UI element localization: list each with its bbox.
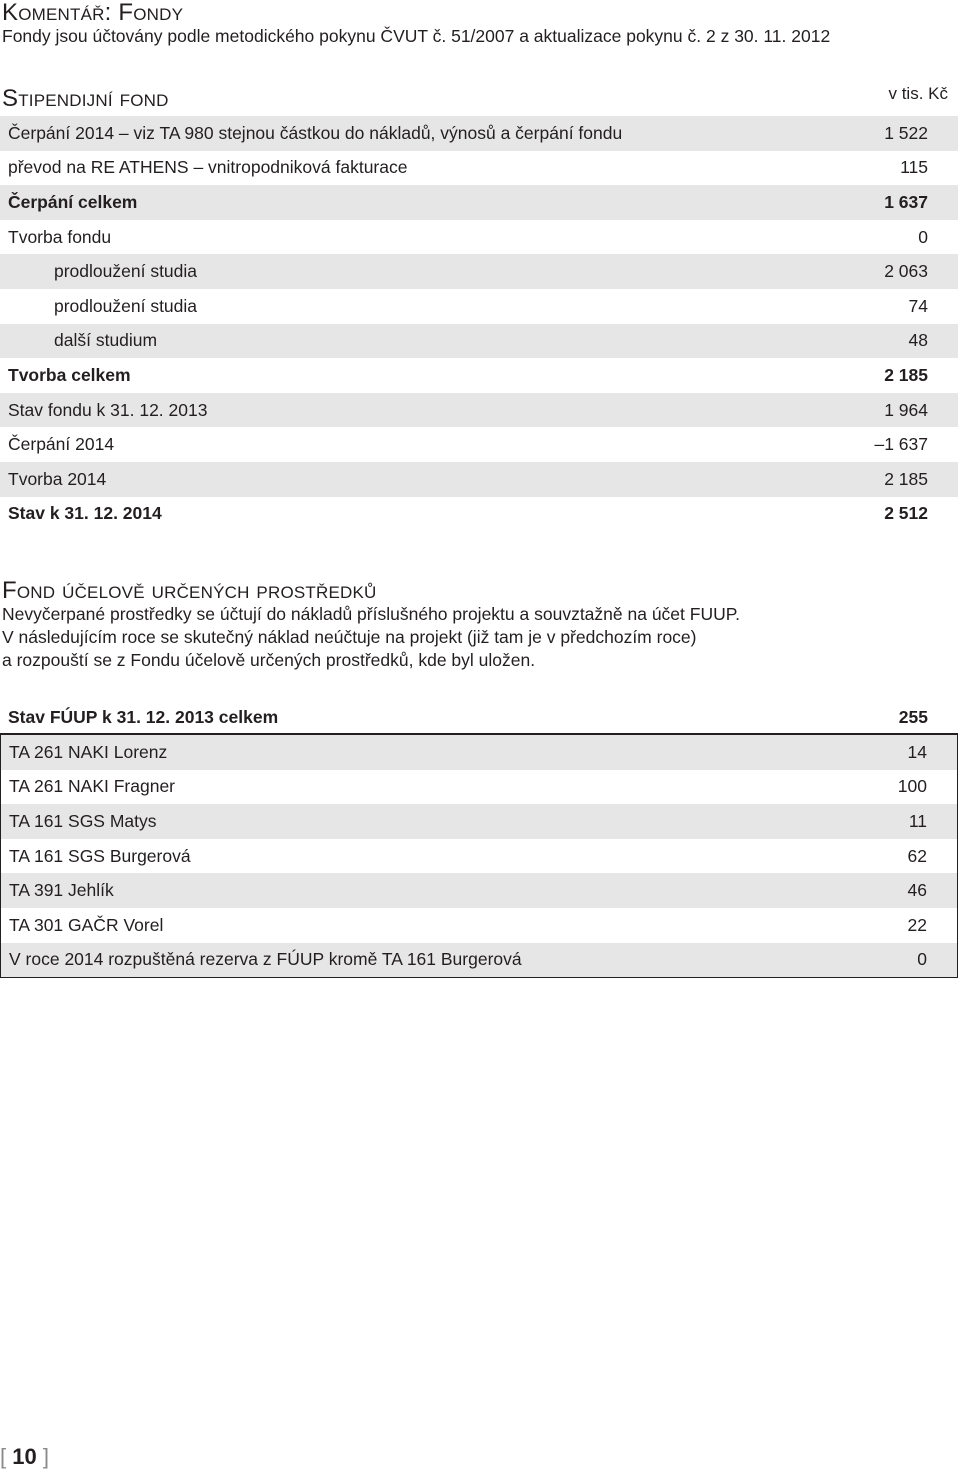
row-value: 1 964 [884,399,928,420]
row-value: 100 [897,776,927,797]
table-row [1,908,957,943]
intro-text: Fondy jsou účtovány podle metodického pokynu ČVUT č. 51/2007 a aktualizace pokynu č. 2 z 30. 11. 2012 [2,26,831,46]
row-label: V roce 2014 rozpuštěná rezerva z FÚUP kromě TA 161 Burgerová [9,949,522,970]
table-row [1,839,957,874]
table-row [0,497,958,532]
row-value: 0 [918,226,928,247]
fuup-total-row [0,701,958,733]
row-value: 11 [908,810,927,831]
row-value: 1 637 [884,191,928,212]
table-row [0,289,958,324]
table-row [1,735,957,770]
row-value: 255 [898,706,928,727]
table-row [0,462,958,497]
fuup-text-line: Nevyčerpané prostředky se účtují do nákladů příslušného projektu a souvztažně na účet FUUP. [2,604,741,624]
fuup-text-line: V následujícím roce se skutečný náklad neúčtuje na projekt (již tam je v předchozím roce) [2,627,697,647]
stipendijni-title: Stipendijní fond [2,85,169,112]
fuup-table [0,733,958,978]
table-row [0,185,958,220]
row-label: převod na RE ATHENS – vnitropodniková fakturace [8,157,408,178]
row-label: Čerpání 2014 – viz TA 980 stejnou částkou do nákladů, výnosů a čerpání fondu [8,122,623,143]
row-label: Tvorba 2014 [8,468,107,489]
row-label: TA 261 NAKI Lorenz [9,741,168,762]
page-title: Komentář: Fondy [2,0,184,26]
page-bracket-open: [ [0,1444,7,1469]
table-row [0,358,958,393]
row-value: 74 [908,295,928,316]
row-value: –1 637 [874,434,928,455]
table-row [0,324,958,359]
row-label: prodloužení studia [54,261,198,282]
row-value: 2 185 [884,468,928,489]
row-value: 2 512 [884,503,928,524]
row-label: TA 161 SGS Matys [9,810,157,831]
row-value: 22 [907,914,927,935]
page-number [0,1444,49,1470]
page-number-value: 10 [12,1444,37,1469]
table-row [0,220,958,255]
table-row [0,116,958,151]
row-value: 14 [907,741,927,762]
table-row [0,427,958,462]
row-value: 115 [900,157,928,178]
row-label: Stav FÚUP k 31. 12. 2013 celkem [8,706,279,727]
row-label: Čerpání celkem [8,191,138,212]
stipendijni-table [0,116,958,531]
row-value: 48 [908,330,928,351]
table-row [0,393,958,428]
fuup-title: Fond účelově určených prostředků [2,577,377,604]
row-label: Tvorba fondu [8,226,112,247]
row-label: TA 261 NAKI Fragner [9,776,176,797]
row-label: Tvorba celkem [8,364,131,385]
row-label: TA 301 GAČR Vorel [9,914,164,935]
table-row [0,151,958,186]
row-label: TA 391 Jehlík [9,880,114,901]
row-label: další studium [54,330,158,351]
row-value: 2 185 [884,364,928,385]
table-row [1,873,957,908]
row-label: Stav fondu k 31. 12. 2013 [8,399,208,420]
table-row [0,254,958,289]
row-value: 46 [907,880,927,901]
row-value: 62 [907,845,927,866]
fuup-text-line: a rozpouští se z Fondu účelově určených prostředků, kde byl uložen. [2,650,536,670]
unit-label: v tis. Kč [888,84,948,103]
row-label: prodloužení studia [54,295,198,316]
row-label: Čerpání 2014 [8,434,115,455]
table-row [1,943,957,978]
row-value: 1 522 [884,122,928,143]
row-value: 2 063 [884,261,928,282]
table-row [1,804,957,839]
table-row [1,770,957,805]
row-label: Stav k 31. 12. 2014 [8,503,162,524]
row-label: TA 161 SGS Burgerová [9,845,191,866]
row-value: 0 [917,949,927,970]
page-bracket-close: ] [42,1444,49,1469]
